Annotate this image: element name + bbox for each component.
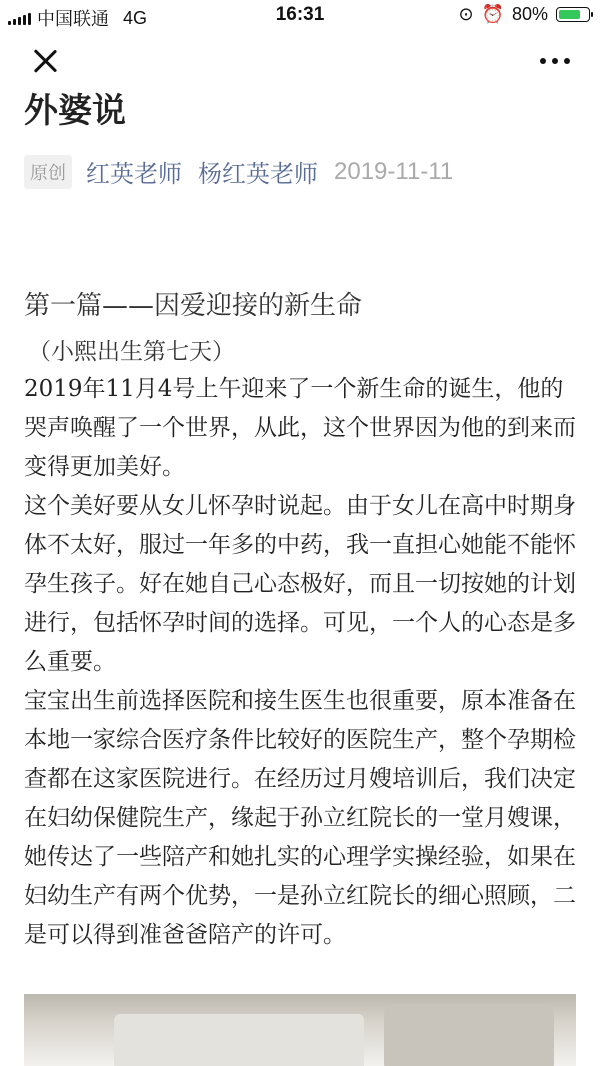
nav-bar bbox=[0, 32, 600, 90]
close-icon[interactable] bbox=[30, 46, 60, 76]
article-meta bbox=[24, 154, 580, 189]
section-subtitle: （小熙出生第七天） bbox=[28, 339, 235, 365]
status-right bbox=[458, 4, 590, 25]
article-body bbox=[24, 370, 580, 955]
paragraph: 这个美好要从女儿怀孕时说起。由于女儿在高中时期身体不太好，服过一年多的中药，我一直担心她能不能怀孕生孩子。好在她自己心态极好，而且一切按她的计划进行，包括怀孕时间的选择。可见，一个人的心态是多么重要。 bbox=[24, 493, 576, 675]
battery-percent: 80% bbox=[511, 4, 548, 24]
article-title: 外婆说 bbox=[24, 91, 126, 131]
status-time: 16:31 bbox=[275, 4, 325, 25]
author-name[interactable]: 杨红英老师 bbox=[198, 160, 318, 188]
rotation-lock-icon: ⊙ bbox=[458, 4, 474, 24]
article-header bbox=[24, 88, 580, 189]
battery-fill bbox=[559, 10, 580, 19]
alarm-icon: ⏰ bbox=[481, 4, 504, 24]
status-bar bbox=[0, 0, 600, 32]
more-icon[interactable] bbox=[540, 58, 570, 64]
section-title: 第一篇——因爱迎接的新生命 bbox=[24, 291, 363, 321]
author-link[interactable]: 红英老师 bbox=[86, 160, 182, 188]
publish-date: 2019-11-11 bbox=[334, 157, 454, 185]
article-photo bbox=[24, 994, 576, 1066]
network-type: 4G bbox=[123, 7, 148, 28]
paragraph: 宝宝出生前选择医院和接生医生也很重要，原本准备在本地一家综合医疗条件比较好的医院生产，整个孕期检查都在这家医院进行。在经历过月嫂培训后，我们决定在妇幼保健院生产，缘起于孙立红院长的一堂月嫂课，她传达了一些陪产和她扎实的心理学实操经验，如果在妇幼生产有两个优势，一是孙立红院长的细心照顾，二是可以得到准爸爸陪产的许可。 bbox=[24, 688, 576, 948]
carrier-name: 中国联通 bbox=[37, 9, 109, 29]
battery-icon bbox=[556, 7, 590, 22]
paragraph: 2019年11月4号上午迎来了一个新生命的诞生，他的哭声唤醒了一个世界，从此，这个世界因为他的到来而变得更加美好。 bbox=[24, 376, 576, 480]
original-tag: 原创 bbox=[24, 155, 72, 189]
